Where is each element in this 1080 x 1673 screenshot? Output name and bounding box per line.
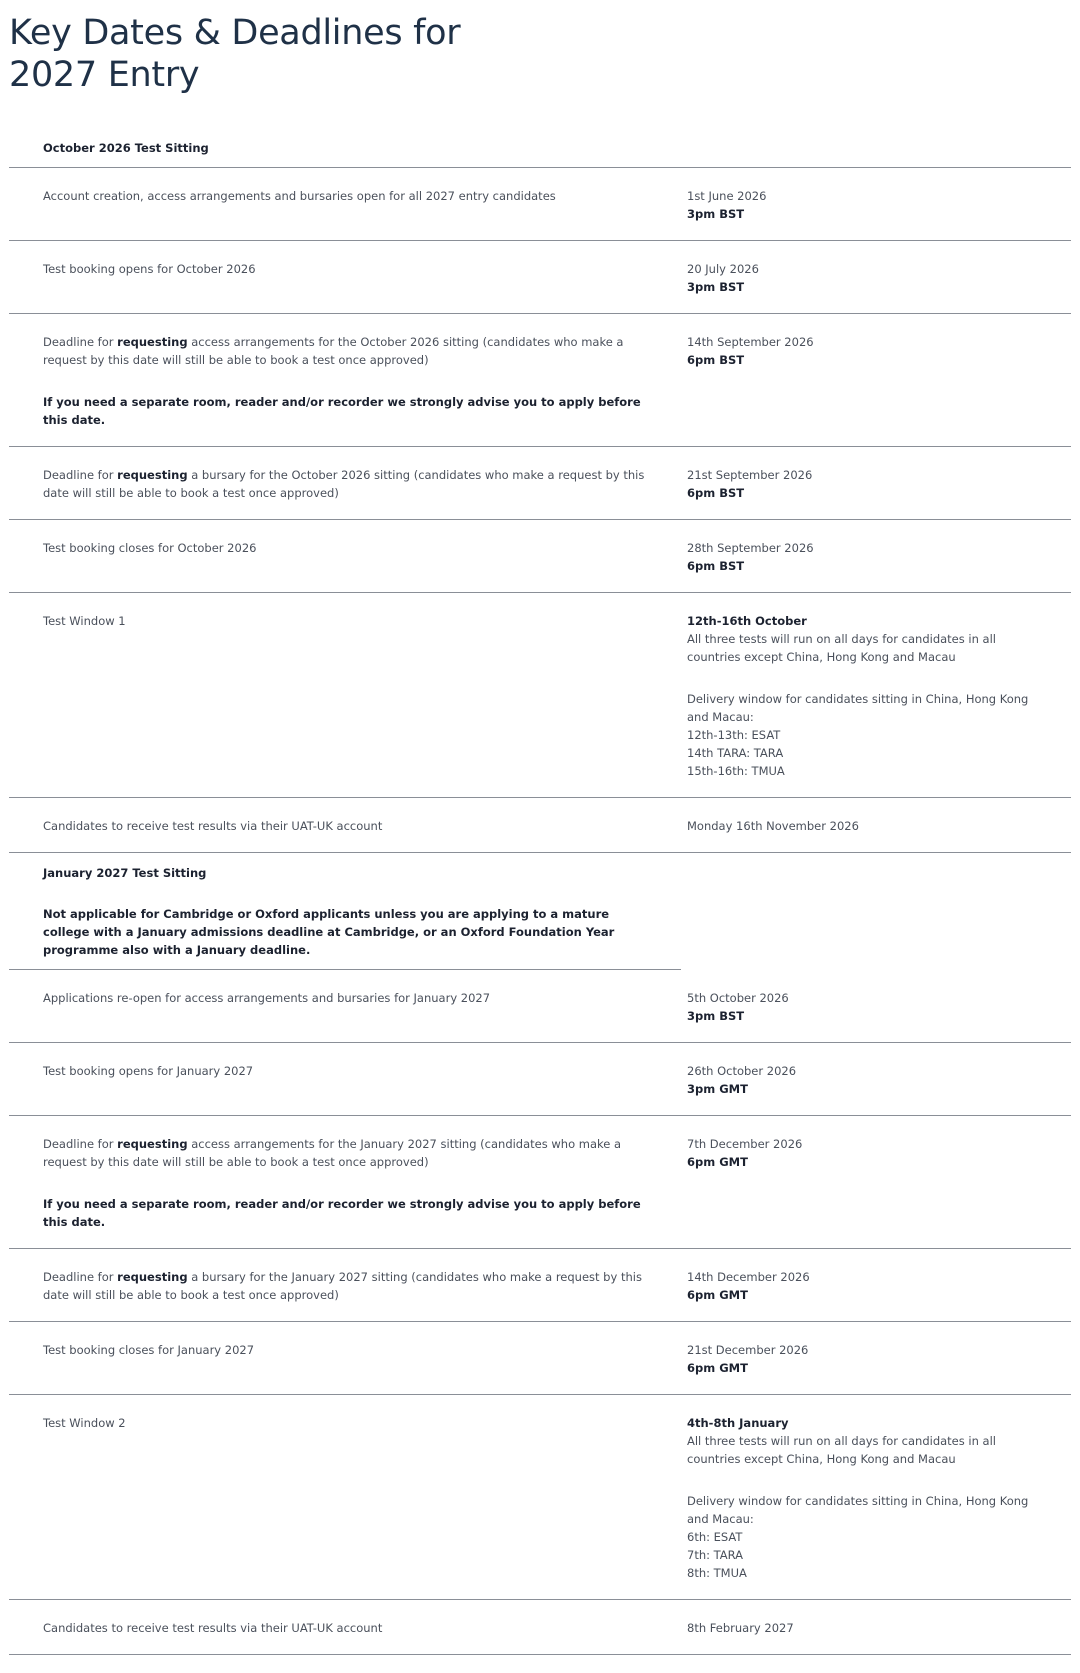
date-text: 21st December 2026 xyxy=(687,1343,809,1357)
row-date xyxy=(687,539,1071,575)
delivery-note: Delivery window for candidates sitting in China, Hong Kong and Macau: xyxy=(687,692,1029,724)
delivery-slot: 15th-16th: TMUA xyxy=(687,764,785,778)
row-date xyxy=(687,1062,1071,1098)
delivery-slot: 6th: ESAT xyxy=(687,1530,743,1544)
description-emphasis: requesting xyxy=(117,1270,188,1284)
description-text: Test Window 1 xyxy=(43,614,126,628)
row-date xyxy=(687,989,1071,1025)
delivery-slot: 12th-13th: ESAT xyxy=(687,728,781,742)
date-text: 26th October 2026 xyxy=(687,1064,797,1078)
description-text: Test booking opens for October 2026 xyxy=(43,262,256,276)
date-text: 21st September 2026 xyxy=(687,468,813,482)
date-text: 14th December 2026 xyxy=(687,1270,810,1284)
row-description xyxy=(9,612,687,780)
time-text: 3pm BST xyxy=(687,1009,745,1023)
section-title: October 2026 Test Sitting xyxy=(43,141,209,155)
row-date xyxy=(687,466,1071,502)
row-description xyxy=(9,1135,687,1231)
section-note: Not applicable for Cambridge or Oxford applicants unless you are applying to a mature college with a January admissions deadline at Cambridge, or an Oxford Foundation Year programme also with a January deadline. xyxy=(43,907,615,957)
date-text: 8th February 2027 xyxy=(687,1621,794,1635)
row-date xyxy=(687,260,1071,296)
description-text: Test Window 2 xyxy=(43,1416,126,1430)
row-date xyxy=(687,1619,1071,1637)
advice-text: If you need a separate room, reader and/or recorder we strongly advise you to apply before this date. xyxy=(43,1197,641,1229)
table-row xyxy=(9,593,1071,797)
row-date xyxy=(687,817,1071,835)
description-prefix: Deadline for xyxy=(43,335,118,349)
time-text: 6pm BST xyxy=(687,559,745,573)
table-row xyxy=(9,520,1071,592)
all-tests-note: All three tests will run on all days for candidates in all countries except China, Hong Kong and Macau xyxy=(687,632,996,664)
row-description xyxy=(9,333,687,429)
time-text: 6pm BST xyxy=(687,486,745,500)
description-prefix: Deadline for xyxy=(43,1137,118,1151)
time-text: 3pm BST xyxy=(687,280,745,294)
table-row xyxy=(9,168,1071,240)
section-heading-january xyxy=(9,853,1071,969)
row-description xyxy=(9,1341,687,1377)
section-title: January 2027 Test Sitting xyxy=(43,866,207,880)
time-text: 6pm GMT xyxy=(687,1155,748,1169)
date-text: 1st June 2026 xyxy=(687,189,767,203)
section-heading-october xyxy=(9,128,1071,167)
all-tests-note: All three tests will run on all days for candidates in all countries except China, Hong Kong and Macau xyxy=(687,1434,996,1466)
delivery-slot: 7th: TARA xyxy=(687,1548,744,1562)
table-row xyxy=(9,241,1071,313)
description-text: Test booking closes for October 2026 xyxy=(43,541,257,555)
table-row xyxy=(9,1395,1071,1599)
description-prefix: Deadline for xyxy=(43,468,118,482)
delivery-slot: 14th TARA: TARA xyxy=(687,746,784,760)
row-description xyxy=(9,989,687,1025)
row-description xyxy=(9,1619,687,1637)
description-emphasis: requesting xyxy=(117,1137,188,1151)
description-text: Test booking closes for January 2027 xyxy=(43,1343,255,1357)
date-text: 20 July 2026 xyxy=(687,262,759,276)
advice-text: If you need a separate room, reader and/or recorder we strongly advise you to apply before this date. xyxy=(43,395,641,427)
row-date xyxy=(687,1341,1071,1377)
description-text xyxy=(43,466,647,502)
row-date xyxy=(687,1135,1071,1231)
window-dates: 12th-16th October xyxy=(687,614,807,628)
description-prefix: Deadline for xyxy=(43,1270,118,1284)
date-text: Monday 16th November 2026 xyxy=(687,819,859,833)
table-row xyxy=(9,970,1071,1042)
table-row xyxy=(9,1322,1071,1394)
description-suffix: access arrangements for the October 2026 sitting (candidates who make a request by this date will still be able to book a test once approved) xyxy=(43,335,624,367)
key-dates-table xyxy=(9,128,1071,1655)
row-description xyxy=(9,1062,687,1098)
row-description xyxy=(9,539,687,575)
description-text: Candidates to receive test results via their UAT-UK account xyxy=(43,1621,383,1635)
description-emphasis: requesting xyxy=(117,468,188,482)
date-text: 28th September 2026 xyxy=(687,541,814,555)
time-text: 3pm BST xyxy=(687,207,745,221)
description-suffix: access arrangements for the January 2027 sitting (candidates who make a request by this date will still be able to book a test once approved) xyxy=(43,1137,622,1169)
description-text xyxy=(43,1268,647,1304)
table-row xyxy=(9,447,1071,519)
description-text: Applications re-open for access arrangements and bursaries for January 2027 xyxy=(43,991,491,1005)
table-row xyxy=(9,798,1071,852)
description-suffix: a bursary for the October 2026 sitting (candidates who make a request by this date will still be able to book a test once approved) xyxy=(43,468,645,500)
row-date xyxy=(687,1414,1071,1582)
delivery-slot: 8th: TMUA xyxy=(687,1566,747,1580)
table-row xyxy=(9,1116,1071,1248)
window-dates: 4th-8th January xyxy=(687,1416,789,1430)
table-row xyxy=(9,1043,1071,1115)
description-text xyxy=(43,333,647,369)
table-row xyxy=(9,1249,1071,1321)
description-text: Account creation, access arrangements and bursaries open for all 2027 entry candidates xyxy=(43,189,556,203)
row-date xyxy=(687,612,1071,780)
time-text: 6pm GMT xyxy=(687,1361,748,1375)
description-suffix: a bursary for the January 2027 sitting (candidates who make a request by this date will still be able to book a test once approved) xyxy=(43,1270,642,1302)
table-row xyxy=(9,1600,1071,1654)
row-date xyxy=(687,187,1071,223)
row-description xyxy=(9,817,687,835)
row-description xyxy=(9,466,687,502)
table-row xyxy=(9,314,1071,446)
row-date xyxy=(687,1268,1071,1304)
row-description xyxy=(9,187,687,223)
row-description xyxy=(9,1268,687,1304)
page-title xyxy=(9,12,460,96)
description-text: Candidates to receive test results via their UAT-UK account xyxy=(43,819,383,833)
divider xyxy=(9,1654,1071,1655)
page-title-line-2: 2027 Entry xyxy=(9,55,200,95)
page-title-line-1: Key Dates & Deadlines for xyxy=(9,13,461,53)
date-text: 7th December 2026 xyxy=(687,1137,803,1151)
description-text: Test booking opens for January 2027 xyxy=(43,1064,254,1078)
time-text: 6pm GMT xyxy=(687,1288,748,1302)
description-text xyxy=(43,1135,647,1171)
row-description xyxy=(9,260,687,296)
date-text: 14th September 2026 xyxy=(687,335,814,349)
row-date xyxy=(687,333,1071,429)
date-text: 5th October 2026 xyxy=(687,991,789,1005)
time-text: 3pm GMT xyxy=(687,1082,748,1096)
time-text: 6pm BST xyxy=(687,353,745,367)
row-description xyxy=(9,1414,687,1582)
description-emphasis: requesting xyxy=(117,335,188,349)
delivery-note: Delivery window for candidates sitting in China, Hong Kong and Macau: xyxy=(687,1494,1029,1526)
